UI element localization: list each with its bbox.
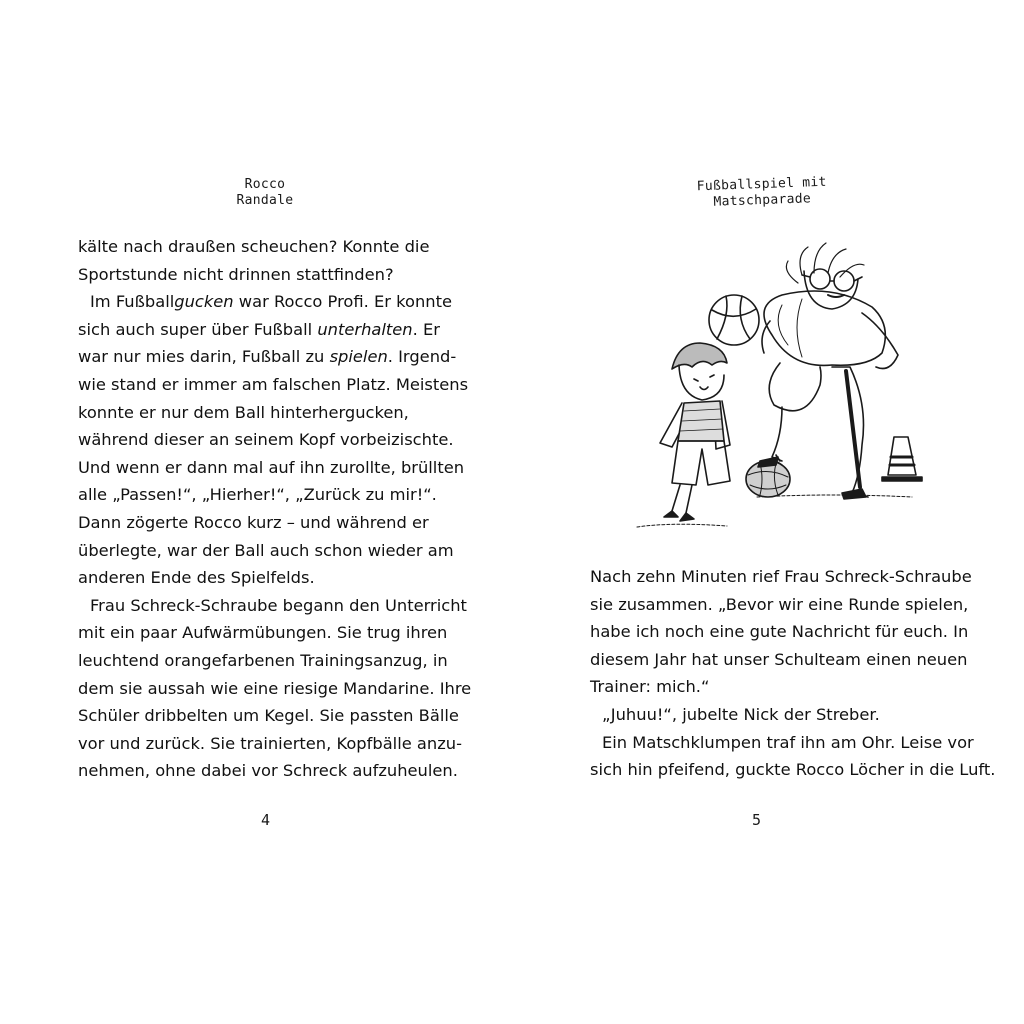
text-line: sie zusammen. „Bevor wir eine Runde spielen, (590, 594, 969, 614)
text-line: Und wenn er dann mal auf ihn zurollte, brüllten (78, 457, 465, 477)
ground-shadow (637, 524, 727, 527)
text-line: leuchtend orangefarbenen Trainingsanzug, in (78, 650, 448, 670)
text-line: dem sie aussah wie eine riesige Mandarine. Ihre (78, 678, 472, 698)
text-line: konnte er nur dem Ball hinterhergucken, (78, 402, 409, 422)
text-line: nehmen, ohne dabei vor Schreck aufzuheulen. (78, 761, 458, 781)
text-line: Ein Matschklumpen traf ihn am Ohr. Leise vor (602, 732, 974, 752)
emphasis: gucken (174, 292, 234, 312)
emphasis: unterhalten (317, 319, 413, 339)
text-line: Dann zögerte Rocco kurz – und während er (78, 512, 429, 532)
text-line: „Juhuu!“, jubelte Nick der Streber. (602, 704, 880, 724)
text-line: während dieser an seinem Kopf vorbeizischte. (78, 430, 454, 450)
text-line: diesem Jahr hat unser Schulteam einen neuen (590, 649, 968, 669)
body-text-right (590, 563, 995, 784)
running-head-left (215, 177, 315, 209)
right-page (512, 0, 1024, 1024)
ball-in-air (709, 295, 759, 345)
traffic-cone (882, 437, 922, 481)
boy-figure (660, 343, 730, 521)
text-line: sich hin pfeifend, guckte Rocco Löcher in die Luft. (590, 760, 996, 780)
body-text-left (78, 233, 471, 785)
text-line: überlegte, war der Ball auch schon wieder am (78, 540, 454, 560)
running-head-line: Matschparade (713, 191, 812, 210)
text-line: Im Fußballgucken war Rocco Profi. Er konnte (90, 292, 452, 312)
text-line: kälte nach draußen scheuchen? Konnte die (78, 237, 430, 256)
text-line: Frau Schreck-Schraube begann den Unterricht (90, 595, 467, 615)
page-number-right: 5 (752, 811, 762, 829)
text-line: habe ich noch eine gute Nachricht für euch. In (590, 622, 969, 642)
ball-on-ground (746, 457, 790, 497)
football-illustration (632, 235, 952, 540)
text-line: Trainer: mich.“ (590, 677, 710, 697)
running-head-right (691, 175, 832, 212)
ground-shadow (757, 495, 912, 497)
text-line: wie stand er immer am falschen Platz. Meistens (78, 374, 469, 394)
text-line: alle „Passen!“, „Hierher!“, „Zurück zu mir!“. (78, 485, 437, 505)
running-head-line: Fußballspiel mit (696, 174, 827, 195)
running-head-line: Rocco (244, 177, 286, 192)
text-line: mit ein paar Aufwärmübungen. Sie trug ihren (78, 623, 448, 643)
text-line: sich auch super über Fußball unterhalten. Er (78, 319, 440, 339)
text-line: war nur mies darin, Fußball zu spielen. Irgend- (78, 347, 457, 367)
emphasis: spielen (329, 347, 388, 367)
coach-figure (762, 243, 898, 499)
text-line: Schüler dribbelten um Kegel. Sie passten Bälle (78, 706, 459, 726)
text-line: Nach zehn Minuten rief Frau Schreck-Schraube (590, 567, 972, 586)
running-head-line: Randale (236, 193, 294, 208)
page-number-left: 4 (261, 811, 271, 829)
text-line: anderen Ende des Spielfelds. (78, 568, 315, 588)
text-line: vor und zurück. Sie trainierten, Kopfbälle anzu- (78, 733, 462, 753)
text-line: Sportstunde nicht drinnen stattfinden? (78, 264, 394, 284)
